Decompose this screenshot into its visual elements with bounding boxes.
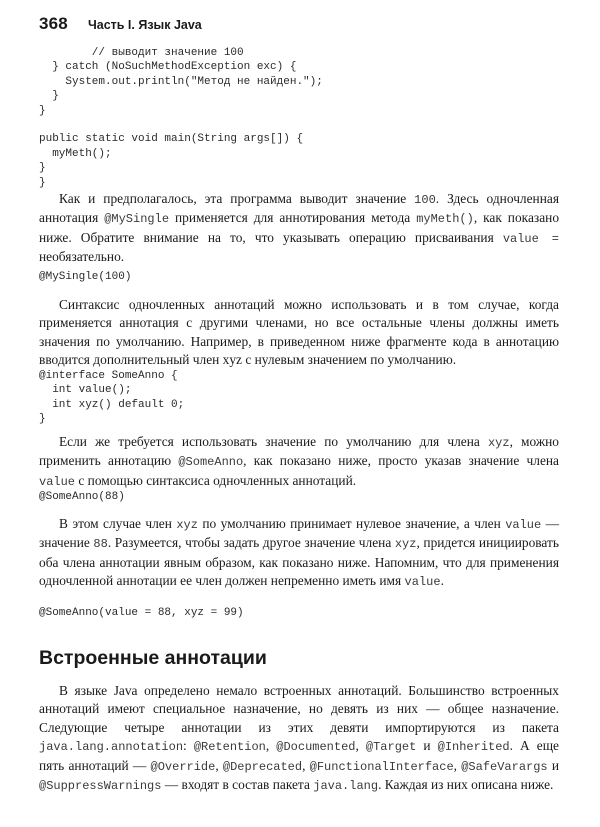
running-title: Часть I. Язык Java <box>87 18 202 32</box>
code-someanno-88: @SomeAnno(88) <box>39 491 125 503</box>
paragraph-explicit-members: В этом случае член xyz по умолчанию принимает нулевое значение, а член value — значение 88. Разумеется, чтобы задать другое значение члена xyz, придется инициировать оба члена аннотации явным образом, как показано ниже. Напомним, что для применения одночленной аннотации ее член должен непременно иметь имя value. <box>39 516 559 590</box>
code-block-method-end: // выводит значение 100 } catch (NoSuchMethodException exc) { System.out.println("Метод не найден."); } } public static void main(String args[]) { myMeth(); } } <box>39 47 323 189</box>
paragraph-single-member-syntax: Синтаксис одночленных аннотаций можно использовать и в том случае, когда применяется аннотация с другими членами, но все остальные члены должны иметь значения по умолчанию. Например, в приведенном ниже фрагменте кода в аннотацию вводится дополнительный член xyz с нулевым значением по умолчанию. <box>39 297 559 368</box>
code-someanno-interface: @interface SomeAnno { int value(); int xyz() default 0; } <box>39 370 185 426</box>
paragraph-output-explanation: Как и предполагалось, эта программа выводит значение 100. Здесь одночленная аннотация @MySingle применяется для аннотирования метода myMeth(), как показано ниже. Обратите внимание на то, что указывать операцию присваивания value = необязательно. <box>39 191 560 265</box>
paragraph-builtin-annotations: В языке Java определено немало встроенных аннотаций. Большинство встроенных аннотаций имеют специальное назначение, но девять из них — общее назначение. Следующие четыре аннотации из этих девяти импортируются из пакета java.lang.annotation: @Retention, @Documented, @Target и @Inherited. А еще пять аннотаций — @Override, @Deprecated, @FunctionalInterface, @SafeVarargs и @SuppressWarnings — входят в состав пакета java.lang. Каждая из них описана ниже. <box>39 683 559 794</box>
paragraph-default-value: Если же требуется использовать значение по умолчанию для члена xyz, можно применить аннотацию @SomeAnno, как показано ниже, просто указав значение члена value с помощью синтаксиса одночленных аннотаций. <box>39 434 559 489</box>
page-number: 368 <box>39 14 68 33</box>
code-mysingle: @MySingle(100) <box>39 271 132 283</box>
code-someanno-explicit: @SomeAnno(value = 88, xyz = 99) <box>39 607 244 619</box>
page-header <box>39 14 202 36</box>
section-title: Встроенные аннотации <box>39 647 267 669</box>
